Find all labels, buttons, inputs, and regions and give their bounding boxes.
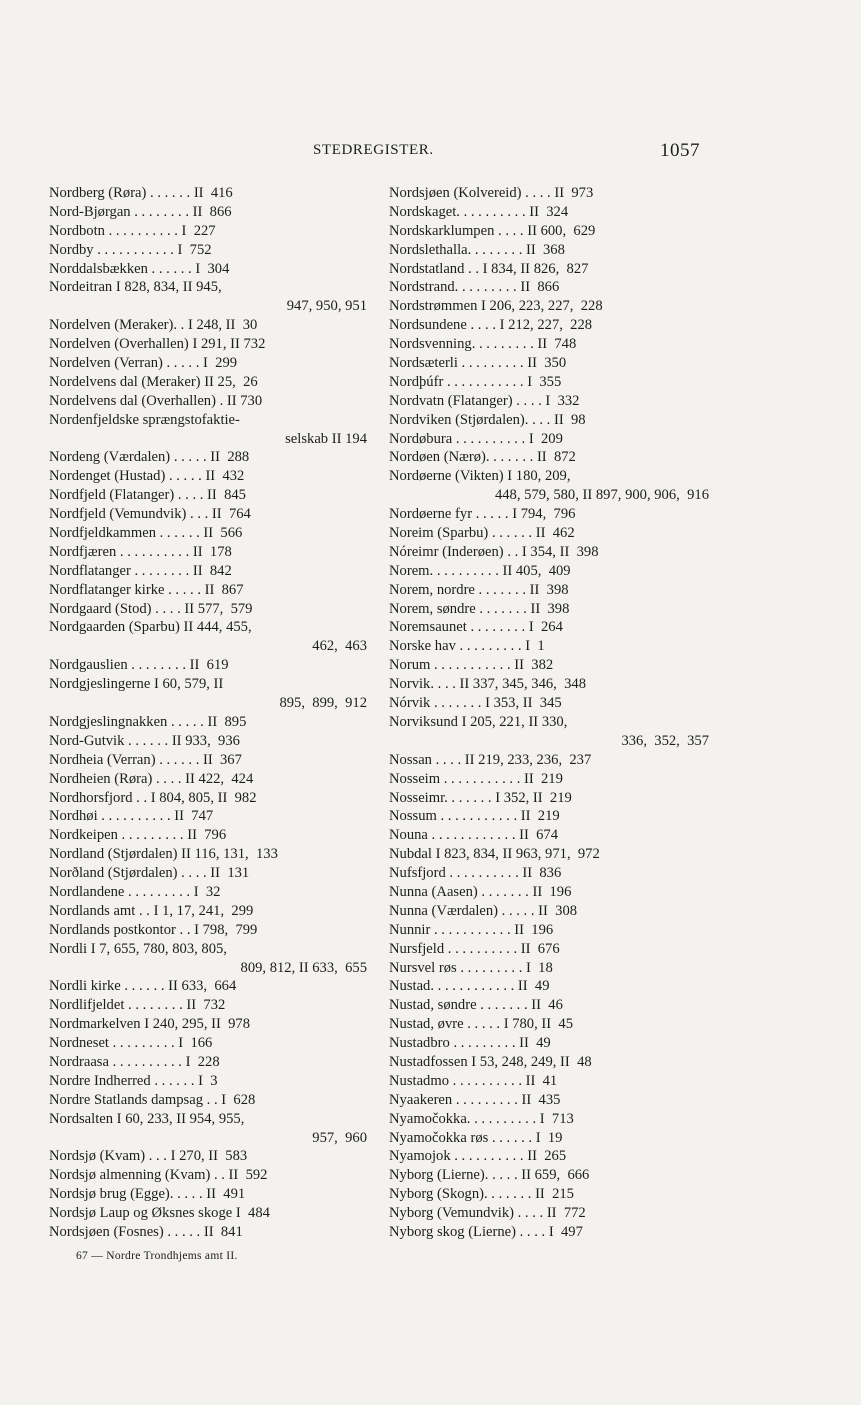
index-entry-text: Nordlifjeldet . . . . . . . . II 732 xyxy=(49,997,226,1014)
index-entry xyxy=(389,902,709,921)
index-entry xyxy=(389,883,709,902)
index-entry-text: Nordby . . . . . . . . . . . I 752 xyxy=(49,241,212,258)
index-entry xyxy=(389,297,709,316)
index-entry xyxy=(389,675,709,694)
index-entry xyxy=(49,467,367,486)
index-entry-text: Nouna . . . . . . . . . . . . II 674 xyxy=(389,827,559,844)
index-column-right xyxy=(389,184,709,1242)
index-entry-text: Nyamočokka røs . . . . . . I 19 xyxy=(389,1129,563,1146)
index-entry xyxy=(389,316,709,335)
index-entry-continuation xyxy=(49,297,367,316)
index-entry-text: Nordstatland . . I 834, II 826, 827 xyxy=(389,260,589,277)
index-entry-text: Nórvik . . . . . . . I 353, II 345 xyxy=(389,695,562,712)
index-entry xyxy=(49,826,367,845)
index-entry xyxy=(49,524,367,543)
index-entry-text: Nordflatanger kirke . . . . . II 867 xyxy=(49,581,244,598)
index-entry xyxy=(49,1166,367,1185)
index-entry-text: Nordsalten I 60, 233, II 954, 955, xyxy=(49,1110,245,1127)
index-entry-continuation xyxy=(49,959,367,978)
index-entry xyxy=(49,902,367,921)
index-entry xyxy=(389,203,709,222)
index-entry xyxy=(389,448,709,467)
index-entry xyxy=(389,524,709,543)
running-title: STEDREGISTER. xyxy=(313,142,434,158)
footer-signature: 67 — Nordre Trondhjems amt II. xyxy=(76,1250,238,1262)
index-entry xyxy=(49,1185,367,1204)
index-entry xyxy=(389,637,709,656)
index-entry xyxy=(49,486,367,505)
index-entry xyxy=(49,335,367,354)
index-entry xyxy=(49,354,367,373)
index-entry xyxy=(389,1204,709,1223)
index-entry xyxy=(49,392,367,411)
index-entry-text: Nustad, øvre . . . . . I 780, II 45 xyxy=(389,1016,574,1033)
index-entry-text: Nordsæterli . . . . . . . . . II 350 xyxy=(389,355,567,372)
index-entry xyxy=(49,278,367,297)
index-entry-text: Nordfjeld (Flatanger) . . . . II 845 xyxy=(49,487,246,504)
index-entry xyxy=(49,807,367,826)
index-entry-text: Nordenfjeldske sprængstofaktie- xyxy=(49,411,240,428)
index-entry-text: Nordheien (Røra) . . . . II 422, 424 xyxy=(49,770,254,787)
index-entry xyxy=(49,316,367,335)
index-entry xyxy=(49,1053,367,1072)
index-entry-text: Nord-Bjørgan . . . . . . . . II 866 xyxy=(49,203,232,220)
index-entry xyxy=(389,940,709,959)
index-entry-text: Noreim (Sparbu) . . . . . . II 462 xyxy=(389,525,575,542)
index-entry-text: Nordskarklumpen . . . . II 600, 629 xyxy=(389,222,596,239)
index-entry-text: Nordfjeld (Vemundvik) . . . II 764 xyxy=(49,506,251,523)
index-entry xyxy=(389,996,709,1015)
index-entry xyxy=(389,354,709,373)
index-entry xyxy=(49,1223,367,1242)
index-entry-text: Norske hav . . . . . . . . . I 1 xyxy=(389,638,545,655)
index-entry xyxy=(49,770,367,789)
index-entry-text: Nordelvens dal (Meraker) II 25, 26 xyxy=(49,373,258,390)
index-entry-text: Nordli kirke . . . . . . II 633, 664 xyxy=(49,978,237,995)
index-entry xyxy=(49,411,367,430)
index-entry xyxy=(389,581,709,600)
index-entry xyxy=(389,260,709,279)
index-entry xyxy=(389,921,709,940)
index-entry-text: Nordsvenning. . . . . . . . . II 748 xyxy=(389,336,577,353)
index-entry xyxy=(49,1110,367,1129)
index-entry-text: Nordhøi . . . . . . . . . . II 747 xyxy=(49,808,214,825)
index-entry-text: 336, 352, 357 xyxy=(621,732,709,749)
index-entry xyxy=(389,543,709,562)
index-entry xyxy=(49,260,367,279)
index-entry xyxy=(49,940,367,959)
page-header xyxy=(0,140,861,164)
index-entry-text: Nordsjøen (Kolvereid) . . . . II 973 xyxy=(389,185,594,201)
index-entry-text: Nordskaget. . . . . . . . . . II 324 xyxy=(389,203,569,220)
index-entry-text: Nossum . . . . . . . . . . . II 219 xyxy=(389,808,560,825)
index-entry-text: Nordlands amt . . I 1, 17, 241, 299 xyxy=(49,902,254,919)
index-entry-text: Nunnir . . . . . . . . . . . II 196 xyxy=(389,921,554,938)
index-entry-text: Nordflatanger . . . . . . . . II 842 xyxy=(49,562,232,579)
index-entry-text: Nordgjeslingnakken . . . . . II 895 xyxy=(49,713,247,730)
index-entry-text: Nord-Gutvik . . . . . . II 933, 936 xyxy=(49,732,240,749)
index-entry-text: Nordsjø brug (Egge). . . . . II 491 xyxy=(49,1186,246,1203)
index-entry-text: Nyamočokka. . . . . . . . . . I 713 xyxy=(389,1110,574,1127)
index-entry-text: Nordeitran I 828, 834, II 945, xyxy=(49,279,222,296)
index-entry xyxy=(49,1072,367,1091)
index-entry-text: Nossan . . . . II 219, 233, 236, 237 xyxy=(389,751,592,768)
index-entry xyxy=(389,618,709,637)
index-entry-text: Nordraasa . . . . . . . . . . I 228 xyxy=(49,1053,220,1070)
index-entry xyxy=(389,467,709,486)
index-entry-text: Nordgauslien . . . . . . . . II 619 xyxy=(49,657,229,674)
index-entry-text: Norum . . . . . . . . . . . II 382 xyxy=(389,657,554,674)
index-entry-text: Nustad. . . . . . . . . . . . II 49 xyxy=(389,978,550,995)
index-entry-text: 462, 463 xyxy=(312,638,367,655)
index-entry-text: Nordøerne fyr . . . . . I 794, 796 xyxy=(389,506,576,523)
index-entry-text: Norðland (Stjørdalen) . . . . II 131 xyxy=(49,865,250,882)
index-entry-text: Nursfjeld . . . . . . . . . . II 676 xyxy=(389,940,560,957)
index-entry-text: selskab II 194 xyxy=(285,430,367,447)
index-entry-text: Nosseimr. . . . . . . I 352, II 219 xyxy=(389,789,572,806)
index-entry xyxy=(389,184,709,203)
index-entry xyxy=(49,713,367,732)
index-entry-text: 895, 899, 912 xyxy=(279,695,367,712)
index-entry xyxy=(49,562,367,581)
index-entry xyxy=(389,411,709,430)
index-entry-text: Nordvatn (Flatanger) . . . . I 332 xyxy=(389,392,580,409)
index-entry-text: Nordeng (Værdalen) . . . . . II 288 xyxy=(49,449,250,466)
index-entry-text: Nordland (Stjørdalen) II 116, 131, 133 xyxy=(49,846,278,863)
index-entry-text: Nubdal I 823, 834, II 963, 971, 972 xyxy=(389,846,600,863)
index-entry-text: Nustadmo . . . . . . . . . . II 41 xyxy=(389,1072,558,1089)
index-entry xyxy=(49,373,367,392)
index-entry xyxy=(389,977,709,996)
index-entry xyxy=(389,826,709,845)
index-entry-text: 957, 960 xyxy=(312,1129,367,1146)
index-entry xyxy=(389,278,709,297)
index-entry xyxy=(389,789,709,808)
index-entry-text: Nordheia (Verran) . . . . . . II 367 xyxy=(49,751,242,768)
index-entry-text: 809, 812, II 633, 655 xyxy=(240,959,367,976)
index-entry xyxy=(389,562,709,581)
index-entry-text: Nustad, søndre . . . . . . . II 46 xyxy=(389,997,563,1014)
index-entry xyxy=(389,845,709,864)
index-entry xyxy=(49,184,367,203)
index-entry-text: 947, 950, 951 xyxy=(286,298,367,315)
index-entry xyxy=(389,335,709,354)
index-entry xyxy=(49,543,367,562)
index-entry xyxy=(49,448,367,467)
index-entry xyxy=(49,789,367,808)
index-entry xyxy=(49,977,367,996)
index-entry-text: Nordsjø Laup og Øksnes skoge I 484 xyxy=(49,1205,270,1222)
index-entry-continuation xyxy=(389,486,709,505)
index-entry xyxy=(389,1072,709,1091)
index-entry-text: Nordelven (Verran) . . . . . I 299 xyxy=(49,355,238,372)
index-entry-text: Nunna (Værdalen) . . . . . II 308 xyxy=(389,902,578,919)
index-entry-continuation xyxy=(389,732,709,751)
index-entry xyxy=(49,1015,367,1034)
index-entry-text: Nordre Statlands dampsag . . I 628 xyxy=(49,1091,256,1108)
index-entry xyxy=(389,392,709,411)
index-entry-text: Nufsfjord . . . . . . . . . . II 836 xyxy=(389,865,562,882)
index-entry xyxy=(389,373,709,392)
index-entry-text: Nordelvens dal (Overhallen) . II 730 xyxy=(49,392,263,409)
index-entry-text: Norvik. . . . II 337, 345, 346, 348 xyxy=(389,676,587,693)
index-entry-text: Nordbotn . . . . . . . . . . I 227 xyxy=(49,222,216,239)
index-entry-text: Nunna (Aasen) . . . . . . . II 196 xyxy=(389,883,572,900)
index-entry xyxy=(49,656,367,675)
index-entry xyxy=(389,694,709,713)
index-entry xyxy=(389,1129,709,1148)
index-entry-text: Nordøbura . . . . . . . . . . I 209 xyxy=(389,430,563,447)
index-entry-text: Nordenget (Hustad) . . . . . II 432 xyxy=(49,468,245,485)
index-entry-text: Nordslethalla. . . . . . . . II 368 xyxy=(389,241,565,258)
index-entry-text: Noremsaunet . . . . . . . . I 264 xyxy=(389,619,563,636)
index-entry-text: Nursvel røs . . . . . . . . . I 18 xyxy=(389,959,553,976)
index-entry xyxy=(49,1204,367,1223)
index-entry xyxy=(389,222,709,241)
index-entry-text: Nosseim . . . . . . . . . . . II 219 xyxy=(389,770,563,787)
index-entry xyxy=(389,1015,709,1034)
index-entry-text: Nordgaarden (Sparbu) II 444, 455, xyxy=(49,619,252,636)
index-entry xyxy=(49,241,367,260)
index-entry xyxy=(49,675,367,694)
index-entry-text: Nordstrand. . . . . . . . . II 866 xyxy=(389,279,560,296)
index-entry-text: Nordøerne (Vikten) I 180, 209, xyxy=(389,468,571,485)
index-entry-text: Nordli I 7, 655, 780, 803, 805, xyxy=(49,940,227,957)
index-entry-text: Norem, søndre . . . . . . . II 398 xyxy=(389,600,570,617)
index-entry-text: Nustadbro . . . . . . . . . II 49 xyxy=(389,1035,551,1052)
index-entry xyxy=(389,600,709,619)
index-entry xyxy=(49,222,367,241)
index-entry xyxy=(49,1147,367,1166)
index-entry xyxy=(389,713,709,732)
index-entry-text: Nyborg (Skogn). . . . . . . II 215 xyxy=(389,1186,574,1203)
index-entry-text: Nordhorsfjord . . I 804, 805, II 982 xyxy=(49,789,257,806)
index-entry-text: Nordøen (Nærø). . . . . . . II 872 xyxy=(389,449,576,466)
index-entry xyxy=(389,656,709,675)
page-number: 1057 xyxy=(660,140,700,161)
index-entry-text: Nordre Indherred . . . . . . I 3 xyxy=(49,1072,218,1089)
index-entry xyxy=(389,864,709,883)
index-entry-text: Nordelven (Meraker). . I 248, II 30 xyxy=(49,317,258,334)
index-entry xyxy=(49,618,367,637)
index-entry xyxy=(49,1091,367,1110)
index-entry xyxy=(389,959,709,978)
index-entry xyxy=(49,581,367,600)
index-entry-text: Nyborg (Vemundvik) . . . . II 772 xyxy=(389,1205,586,1222)
index-entry xyxy=(389,770,709,789)
index-entry xyxy=(389,430,709,449)
index-entry-text: Nóreimr (Inderøen) . . I 354, II 398 xyxy=(389,543,599,560)
index-entry-text: Nordsjøen (Fosnes) . . . . . II 841 xyxy=(49,1223,243,1240)
index-entry-text: Norddalsbækken . . . . . . I 304 xyxy=(49,260,230,277)
index-entry xyxy=(389,505,709,524)
index-entry-text: Nordsjø (Kvam) . . . I 270, II 583 xyxy=(49,1148,248,1165)
index-entry-continuation xyxy=(49,1129,367,1148)
index-entry xyxy=(49,996,367,1015)
index-entry-text: Nustadfossen I 53, 248, 249, II 48 xyxy=(389,1053,592,1070)
index-column-left xyxy=(49,184,367,1242)
index-entry xyxy=(389,1147,709,1166)
index-entry-continuation xyxy=(49,430,367,449)
index-entry-text: Nordgjeslingerne I 60, 579, II xyxy=(49,676,224,693)
index-entry-text: Nordsundene . . . . I 212, 227, 228 xyxy=(389,317,593,334)
index-entry-text: Nordneset . . . . . . . . . I 166 xyxy=(49,1035,213,1052)
index-entry xyxy=(49,203,367,222)
index-entry-text: Nordelven (Overhallen) I 291, II 732 xyxy=(49,336,266,353)
index-entry-text: Nordkeipen . . . . . . . . . II 796 xyxy=(49,827,227,844)
index-entry xyxy=(389,1110,709,1129)
index-entry xyxy=(49,505,367,524)
index-entry xyxy=(389,1034,709,1053)
index-entry xyxy=(389,807,709,826)
index-entry xyxy=(389,1091,709,1110)
index-entry-text: Nyaakeren . . . . . . . . . II 435 xyxy=(389,1091,561,1108)
index-entry-text: Nordstrømmen I 206, 223, 227, 228 xyxy=(389,298,603,315)
index-entry-text: Nordberg (Røra) . . . . . . II 416 xyxy=(49,185,233,201)
index-entry xyxy=(389,1166,709,1185)
index-entry xyxy=(49,921,367,940)
index-entry-text: Nordviken (Stjørdalen). . . . II 98 xyxy=(389,411,586,428)
index-entry-text: Nordlandene . . . . . . . . . I 32 xyxy=(49,883,221,900)
index-entry-text: Nyborg (Lierne). . . . . II 659, 666 xyxy=(389,1167,590,1184)
index-entry xyxy=(49,732,367,751)
index-entry-text: Nordþúfr . . . . . . . . . . . I 355 xyxy=(389,373,562,390)
index-entry xyxy=(49,845,367,864)
index-entry xyxy=(49,1034,367,1053)
index-entry-text: Norem. . . . . . . . . . II 405, 409 xyxy=(389,562,571,579)
index-entry-continuation xyxy=(49,637,367,656)
index-entry-text: Nordfjeldkammen . . . . . . II 566 xyxy=(49,525,243,542)
index-entry-text: Nordsjø almenning (Kvam) . . II 592 xyxy=(49,1167,268,1184)
index-entry xyxy=(49,600,367,619)
index-entry-text: Nordfjæren . . . . . . . . . . II 178 xyxy=(49,543,232,560)
index-entry xyxy=(49,883,367,902)
index-entry-text: Nyborg skog (Lierne) . . . . I 497 xyxy=(389,1223,583,1240)
index-entry xyxy=(49,864,367,883)
index-entry xyxy=(389,1185,709,1204)
index-entry-text: Nordgaard (Stod) . . . . II 577, 579 xyxy=(49,600,253,617)
index-entry-text: 448, 579, 580, II 897, 900, 906, 916 xyxy=(494,487,709,504)
index-entry-continuation xyxy=(49,694,367,713)
index-entry xyxy=(49,751,367,770)
index-entry-text: Nyamojok . . . . . . . . . . II 265 xyxy=(389,1148,567,1165)
index-entry-text: Nordlands postkontor . . I 798, 799 xyxy=(49,921,258,938)
index-entry-text: Norviksund I 205, 221, II 330, xyxy=(389,713,568,730)
index-entry xyxy=(389,751,709,770)
index-entry xyxy=(389,1053,709,1072)
index-entry-text: Nordmarkelven I 240, 295, II 978 xyxy=(49,1016,251,1033)
index-entry-text: Norem, nordre . . . . . . . II 398 xyxy=(389,581,569,598)
index-entry xyxy=(389,241,709,260)
index-entry xyxy=(389,1223,709,1242)
